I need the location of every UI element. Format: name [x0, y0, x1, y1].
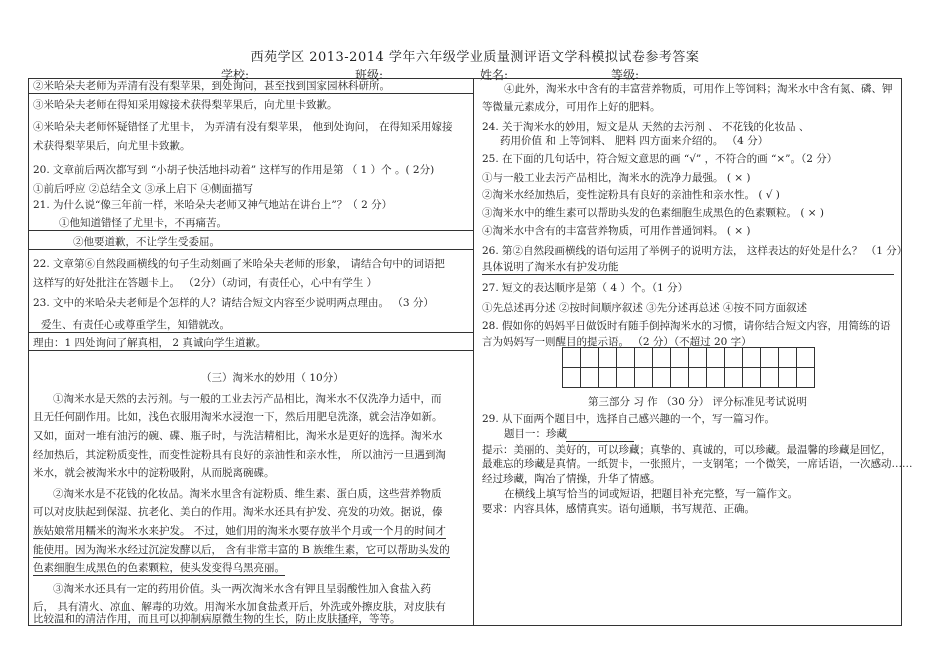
grid-cell[interactable]: [689, 368, 707, 388]
topic-blank: [566, 441, 634, 442]
question-25: 25. 在下面的几句话中，符合短文意思的画 “√” ，不符合的画 “×”。（2 分）: [482, 153, 838, 165]
section-title: （三）淘米水的妙用（ 10分）: [201, 372, 344, 384]
school-label: 学校:: [221, 68, 250, 82]
essay-hint: 最难忘的珍藏是真情。一纸贺卡，一张照片，一支钢笔；一个微笑，一席话语，一次感动……: [482, 458, 913, 470]
judge-item-1: ①与一般工业去污产品相比，淘米水的洗净力最强。 ( × ): [482, 172, 751, 184]
answer-underline: [29, 332, 473, 333]
grid-cell[interactable]: [671, 348, 689, 368]
essay-hint: 提示：美丽的、美好的，可以珍藏；真挚的、真诚的，可以珍藏。最温馨的珍藏是回忆，: [482, 444, 892, 456]
grid-cell[interactable]: [581, 348, 599, 368]
answer-underline: [29, 230, 473, 231]
grid-cell[interactable]: [707, 348, 725, 368]
grid-cell[interactable]: [635, 348, 653, 368]
question-29: 29. 从下面两个题目中，选择自己感兴趣的一个，写一篇习作。: [482, 413, 776, 425]
question-27: 27. 短文的表达顺序是第（ 4 ）个。（1 分）: [482, 282, 689, 294]
divider: [29, 93, 473, 94]
answer-line: 理由：1 四处询问了解真相， 2 真诚向学生道歉。: [33, 337, 267, 349]
grid-cell[interactable]: [671, 368, 689, 388]
answer-line: ④米哈朵夫老师怀疑错怪了尤里卡， 为弄清有没有梨苹果， 他到处询问， 在得知采用嫁接: [33, 121, 453, 133]
grid-cell[interactable]: [653, 348, 671, 368]
grid-cell[interactable]: [689, 348, 707, 368]
left-column: [28, 78, 474, 626]
grid-cell[interactable]: [797, 348, 815, 368]
passage-line-underlined: 能使用。因为淘米水经过沉淀发酵以后， 含有非常丰富的 B 族维生素，它可以帮助头发的: [33, 544, 450, 556]
page-title: 西苑学区 2013-2014 学年六年级学业质量测评语文学科模拟试卷参考答案: [250, 50, 700, 65]
grid-cell[interactable]: [635, 368, 653, 388]
grid-cell[interactable]: [725, 368, 743, 388]
answer-underline: [29, 249, 473, 250]
grid-cell[interactable]: [725, 348, 743, 368]
answer-grid: [562, 347, 815, 388]
grid-cell[interactable]: [761, 368, 779, 388]
answer-line: 这样写的好处批注在答题卡上。 （2分）（动词，有责任心，心中有学生 ）: [33, 277, 378, 289]
answer-line: ③米哈朵夫老师在得知采用嫁接术获得梨苹果后，向尤里卡致歉。: [33, 99, 338, 111]
passage-line-underlined: 族姑娘常用糯米的淘米水来护发。 不过，她们用的淘米水要存放半个月或一个月的时间才: [33, 525, 446, 537]
passage-line: 又如，面对一堆有油污的碗、碟、瓶子时，与洗洁精相比，淘米水是更好的选择。淘米水: [33, 430, 443, 442]
essay-requirement: 要求：内容具体，感情真实。语句通顺，书写规范、正确。: [482, 503, 755, 515]
essay-topic: 题目一：珍藏: [504, 428, 567, 440]
question-22: 22. 文章第⑥自然段画横线的句子生动刻画了米哈朵夫老师的形象， 请结合句中的词语把: [33, 258, 445, 270]
answer-underline: [482, 274, 894, 275]
right-column: [474, 78, 913, 626]
passage-line: 比较温和的清洁作用，而且可以抑制病原微生物的生长，防止皮肤搔痒，等等。: [33, 613, 401, 625]
grid-cell[interactable]: [563, 368, 581, 388]
question-21: 21. 为什么说“像三年前一样，米哈朵夫老师又神气地站在讲台上”？（ 2 分）: [33, 199, 393, 211]
answer-line: 术获得梨苹果后，向尤里卡致歉。: [33, 140, 191, 152]
essay-instruction: 在横线上填写恰当的词或短语，把题目补充完整，写一篇作文。: [504, 488, 798, 500]
grid-cell[interactable]: [743, 348, 761, 368]
answer-line: ②米哈朵夫老师为弄清有没有梨苹果，到处询问，甚至找到国家园林科研所。: [33, 80, 390, 92]
question-24: 24. 关于淘米水的妙用，短文是从 天然的去污剂 、 不花钱的化妆品 、: [482, 121, 810, 133]
answer-underline: [29, 350, 473, 351]
grid-cell[interactable]: [779, 348, 797, 368]
passage-line: ①淘米水是天然的去污剂。与一般的工业去污产品相比，淘米水不仅洗净力适中，而: [53, 393, 442, 405]
passage-line-underlined: 色素细胞生成黑色的色素颗粒，使头发变得乌黑亮丽。: [33, 562, 285, 574]
grid-cell[interactable]: [779, 368, 797, 388]
class-label: 班级:: [355, 68, 384, 82]
question-20: 20. 文章前后两次都写到 “小胡子快活地抖动着” 这样写的作用是第 （ 1 ）个 。( 2分): [33, 164, 435, 176]
passage-line: 米水，就会被淘米水中的淀粉吸附，从而脱离碗碟。: [33, 467, 275, 479]
passage-line: 等微量元素成分，可用作上好的肥料。: [482, 101, 661, 113]
passage-line: 后， 具有清火、凉血、解毒的功效。用淘米水加食盐煮开后，外洗或外擦皮肤，对皮肤有: [33, 601, 446, 613]
grid-cell[interactable]: [599, 348, 617, 368]
grid-cell[interactable]: [617, 348, 635, 368]
answer-line: 爱生、有责任心或尊重学生，知错就改。: [41, 319, 230, 331]
question-27-options: ①先总述再分述 ②按时间顺序叙述 ③先分述再总述 ④按不同方面叙述: [482, 302, 808, 314]
question-23: 23. 文中的米哈朵夫老师是个怎样的人？请结合短文内容至少说明两点理由。 （3 分）: [33, 297, 434, 309]
passage-line: 且无任何副作用。比如，浅色衣服用淘米水浸泡一下，然后用肥皂洗涤，就会洁净如新。: [33, 411, 443, 423]
grid-cell[interactable]: [581, 368, 599, 388]
essay-hint: 经过珍藏，陶冶了情操，升华了情感。: [482, 473, 661, 485]
passage-line: 可以对皮肤起到保湿、抗老化、美白的作用。淘米水还具有护发、亮发的功效。据说，傣: [33, 506, 443, 518]
passage-line: ④此外，淘米水中含有的丰富营养物质，可用作上等饲料；淘米水中含有氮、磷、钾: [504, 83, 893, 95]
question-28-line2: 言为妈妈写一则醒目的提示语。 （2 分）（不超过 20 字）: [482, 336, 752, 348]
grid-cell[interactable]: [797, 368, 815, 388]
passage-line: 经加热后，其淀粉质变性，而变性淀粉具有良好的亲油性和亲水性， 所以油污一旦遇到淘: [33, 449, 446, 461]
grid-cell[interactable]: [599, 368, 617, 388]
question-26: 26. 第②自然段画横线的语句运用了举例子的说明方法， 这样表达的好处是什么？ （1 分）: [482, 245, 908, 257]
judge-item-3: ③淘米水中的维生素可以帮助头发的色素细胞生成黑色的色素颗粒。 ( × ): [482, 207, 825, 219]
answer-line: ②他要道歉，不让学生受委屈。: [73, 236, 220, 248]
grid-cell[interactable]: [707, 368, 725, 388]
question-28: 28. 假如你的妈妈平日做饭时有随手倒掉淘米水的习惯，请你结合短文内容，用简练的语: [482, 320, 891, 332]
grid-cell[interactable]: [743, 368, 761, 388]
passage-line: ③淘米水还具有一定的药用价值。头一两次淘米水含有钾且呈弱酸性加入食盐入药: [53, 583, 431, 595]
answer-line: 药用价值 和 上等饲料、 肥料 四方面来介绍的。 （4 分）: [500, 135, 769, 147]
name-label: 姓名:: [480, 68, 509, 82]
grid-cell[interactable]: [563, 348, 581, 368]
judge-item-2: ②淘米水经加热后，变性淀粉具有良好的亲油性和亲水性。 ( √ ): [482, 189, 780, 201]
grid-cell[interactable]: [653, 368, 671, 388]
answer-line: ①他知道错怪了尤里卡，不再痛苦。: [59, 217, 227, 229]
judge-item-4: ④淘米水中含有的丰富营养物质，可用作普通饲料。 ( × ): [482, 225, 751, 237]
grid-cell[interactable]: [617, 368, 635, 388]
grade-label: 等级:: [611, 68, 640, 82]
part-three-heading: 第三部分 习 作 （30 分） 评分标准见考试说明: [588, 396, 808, 408]
answer-line: 具体说明了淘米水有护发功能: [482, 261, 619, 273]
grid-cell[interactable]: [761, 348, 779, 368]
passage-line: ②淘米水是不花钱的化妆品。淘米水里含有淀粉质、维生素、蛋白质，这些营养物质: [53, 488, 442, 500]
question-20-options: ①前后呼应 ②总结全文 ③承上启下 ④侧面描写: [33, 183, 254, 195]
